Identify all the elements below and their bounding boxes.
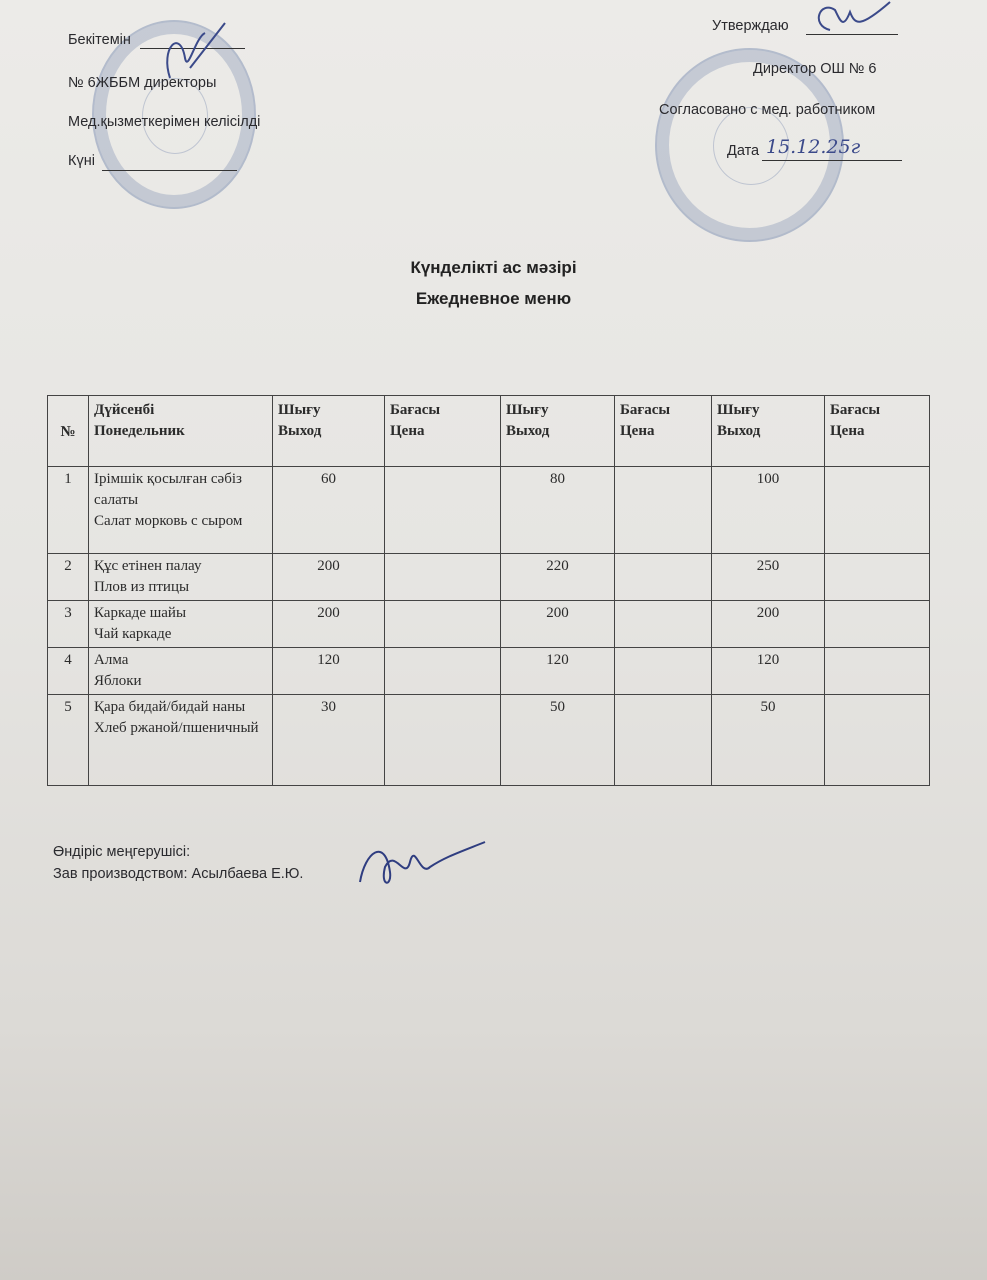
date-handwritten: 15.12.25г [766,136,861,158]
header-day: Дүйсенбі Понедельник [89,396,273,467]
signature-left [150,18,230,88]
table-row [48,648,930,695]
yield-1: 200 [273,554,385,601]
price-3 [825,695,930,786]
table-row [48,467,930,554]
row-number: 2 [48,554,89,601]
header-no: № [48,396,89,467]
header-price-3: Бағасы Цена [825,396,930,467]
row-number: 3 [48,601,89,648]
price-2 [615,467,712,554]
signature-production-head [350,832,490,902]
price-3 [825,601,930,648]
table-row [48,695,930,786]
yield-1: 60 [273,467,385,554]
agreed-label-ru: Согласовано с мед. работником [659,102,876,118]
yield-3: 50 [712,695,825,786]
dish-name: Қара бидай/бидай наны Хлеб ржаной/пшеничный [89,695,273,786]
table-row [48,601,930,648]
director-label-kz: № 6ЖББМ директоры [68,75,217,91]
title-kz: Күнделікті ас мәзірі [410,258,577,277]
yield-1: 30 [273,695,385,786]
header-yield-3: Шығу Выход [712,396,825,467]
dish-name: Ірімшік қосылған сәбіз салаты Салат морковь с сыром [89,467,273,554]
table-header-row [48,396,930,467]
yield-2: 120 [501,648,615,695]
yield-2: 200 [501,601,615,648]
approve-label-ru: Утверждаю [712,18,789,34]
price-1 [385,554,501,601]
yield-3: 200 [712,601,825,648]
row-number: 5 [48,695,89,786]
approve-label-kz: Бекітемін [68,32,131,48]
price-2 [615,601,712,648]
yield-3: 250 [712,554,825,601]
date-line-right [762,160,902,161]
table-row [48,554,930,601]
dish-name: Алма Яблоки [89,648,273,695]
yield-2: 80 [501,467,615,554]
header-yield-2: Шығу Выход [501,396,615,467]
header-price-2: Бағасы Цена [615,396,712,467]
price-1 [385,648,501,695]
production-head-ru: Зав производством: Асылбаева Е.Ю. [53,866,304,882]
price-1 [385,601,501,648]
dish-name: Каркаде шайы Чай каркаде [89,601,273,648]
price-1 [385,695,501,786]
yield-2: 50 [501,695,615,786]
price-3 [825,467,930,554]
date-line-left [102,170,237,171]
price-2 [615,695,712,786]
price-2 [615,554,712,601]
header-price-1: Бағасы Цена [385,396,501,467]
signature-right [805,0,895,36]
title-ru: Ежедневное меню [415,289,572,308]
price-3 [825,648,930,695]
yield-3: 100 [712,467,825,554]
menu-table [47,395,930,786]
price-1 [385,467,501,554]
header-yield-1: Шығу Выход [273,396,385,467]
yield-2: 220 [501,554,615,601]
yield-3: 120 [712,648,825,695]
price-2 [615,648,712,695]
production-head-kz: Өндіріс меңгерушісі: [53,844,191,860]
date-label-kz: Күні [68,153,95,169]
date-label-ru: Дата [727,143,760,159]
yield-1: 120 [273,648,385,695]
row-number: 4 [48,648,89,695]
row-number: 1 [48,467,89,554]
agreed-label-kz: Мед.қызметкерімен келісілді [68,114,261,130]
director-label-ru: Директор ОШ № 6 [753,61,877,77]
price-3 [825,554,930,601]
yield-1: 200 [273,601,385,648]
dish-name: Құс етінен палау Плов из птицы [89,554,273,601]
